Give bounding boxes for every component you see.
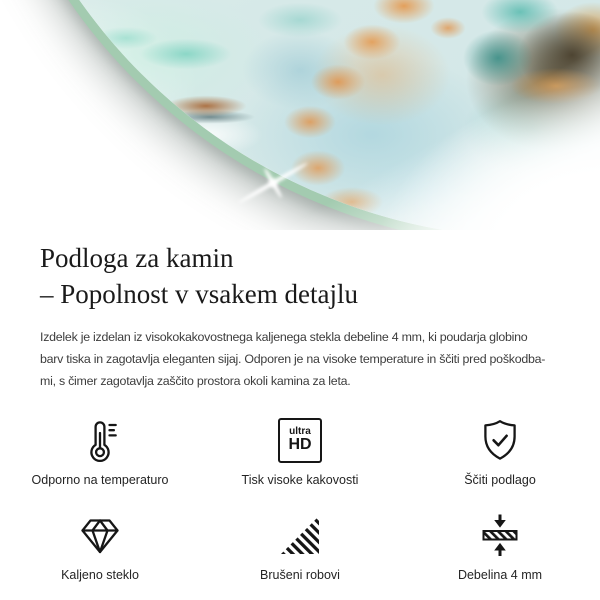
description-line: barv tiska in zagotavlja eleganten sijaj. Odporen je na visoke temperature in ščiti pred poškodba-: [40, 352, 546, 366]
description-line: mi, s čimer zagotavlja zaščito prostora okoli kamina za leta.: [40, 374, 351, 388]
feature-label: Ščiti podlago: [464, 473, 536, 487]
feature-tempered-glass: [0, 511, 200, 582]
feature-label: Odporno na temperaturo: [31, 473, 169, 487]
feature-label: Brušeni robovi: [260, 568, 340, 582]
feature-protects-surface: [400, 416, 600, 487]
description-line: Izdelek je izdelan iz visokokakovostnega kaljenega stekla debeline 4 mm, ki poudarja globino: [40, 330, 528, 344]
product-title-line1: Podloga za kamin: [40, 243, 234, 273]
polished-edges-icon: [276, 511, 324, 559]
product-title-line2: – Popolnost v vsakem detajlu: [40, 279, 358, 309]
ultra-hd-icon: [278, 416, 322, 464]
thermometer-icon: [76, 416, 124, 464]
feature-label: Kaljeno steklo: [61, 568, 139, 582]
ultra-hd-text-bottom: HD: [288, 436, 312, 454]
product-description-section: [0, 240, 600, 582]
diamond-icon: [76, 511, 124, 559]
feature-temperature: [0, 416, 200, 487]
features-grid: [0, 416, 600, 582]
round-glass-panel: [0, 0, 600, 230]
product-title: [40, 240, 560, 312]
thickness-icon: [476, 511, 524, 559]
feature-print-quality: [200, 416, 400, 487]
feature-label: Debelina 4 mm: [457, 568, 543, 582]
shield-check-icon: [476, 416, 524, 464]
product-photo: [0, 0, 600, 230]
feature-polished-edges: [200, 511, 400, 582]
ultra-hd-text-top: ultra: [289, 425, 311, 437]
marble-artwork: [0, 0, 600, 230]
feature-label: Tisk visoke kakovosti: [241, 473, 359, 487]
product-description: [40, 326, 560, 392]
feature-thickness: [400, 511, 600, 582]
